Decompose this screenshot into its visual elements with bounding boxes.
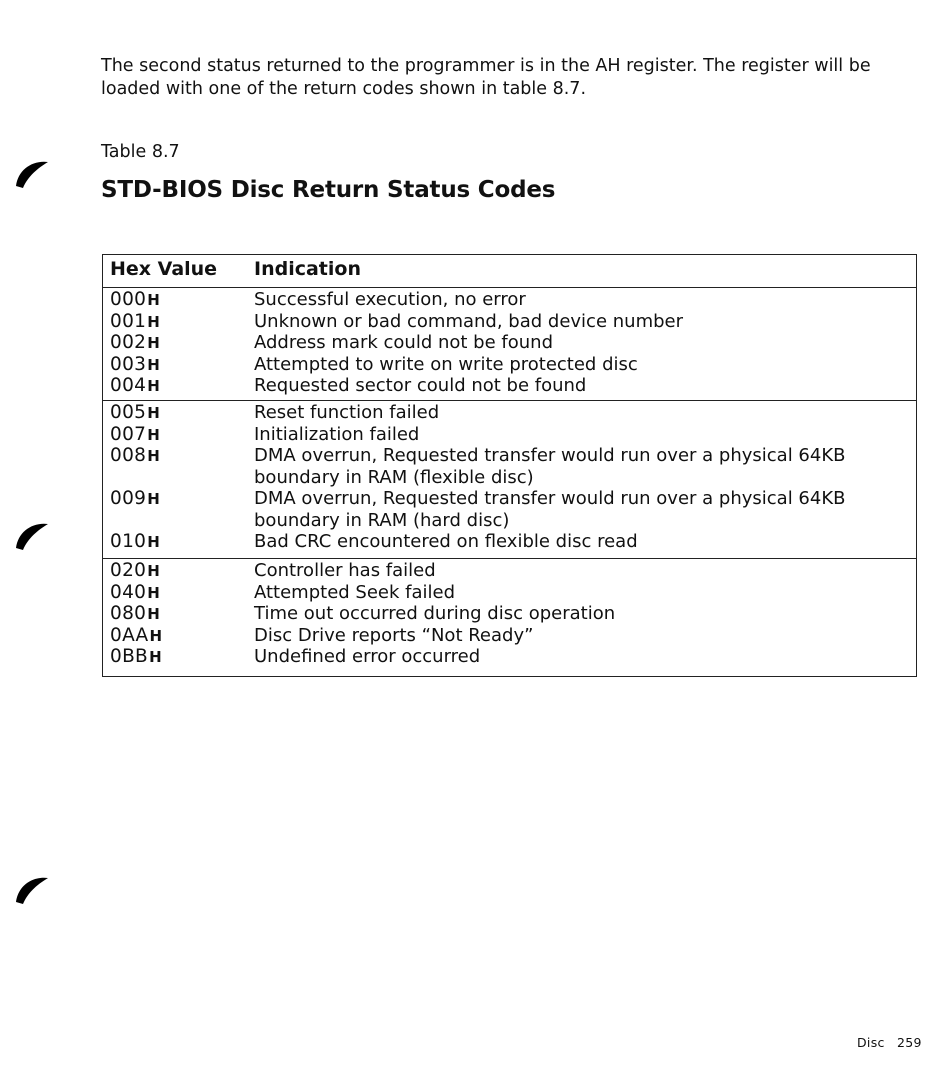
indication: boundary in RAM (flexible disc) [254, 466, 534, 488]
hex-value: 009H [110, 488, 161, 509]
header-indication: Indication [254, 258, 361, 280]
header-hex-value: Hex Value [110, 258, 218, 280]
table-title: STD-BIOS Disc Return Status Codes [101, 177, 556, 203]
indication: Undefined error occurred [254, 646, 481, 667]
page-number: 259 [896, 1035, 922, 1050]
hex-value: 005H [110, 402, 161, 423]
hex-value: 000H [110, 289, 161, 310]
hex-value: 003H [110, 353, 161, 375]
indication: Attempted to write on write protected disc [254, 353, 638, 375]
hex-value: 010H [110, 531, 161, 552]
hex-value: 020H [110, 560, 161, 581]
indication: DMA overrun, Requested transfer would run over a physical 64KB [254, 445, 846, 466]
table-group [103, 400, 916, 559]
indication: Reset function failed [254, 402, 440, 423]
intro-paragraph: The second status returned to the programmer is in the AH register. The register will be loaded with one of the return codes shown in table 8.7. [101, 56, 871, 99]
hex-value: 0BBH [110, 646, 162, 667]
footer-section: Disc [857, 1035, 885, 1050]
indication: DMA overrun, Requested transfer would run over a physical 64KB [254, 488, 846, 509]
indication: Attempted Seek failed [254, 581, 456, 603]
hex-value: 080H [110, 603, 161, 624]
indication: Requested sector could not be found [254, 375, 587, 396]
table-header [103, 255, 916, 288]
table-caption: Table 8.7 [101, 142, 180, 162]
page-footer [857, 1035, 922, 1050]
indication: Time out occurred during disc operation [254, 603, 616, 624]
indication: Unknown or bad command, bad device number [254, 310, 684, 332]
indication: Initialization failed [254, 423, 420, 445]
indication: Controller has failed [254, 560, 436, 581]
hex-value: 007H [110, 423, 161, 445]
binding-mark-icon [14, 872, 50, 908]
hex-value: 001H [110, 310, 161, 332]
table-group [103, 558, 916, 676]
binding-mark-icon [14, 156, 50, 192]
hex-value: 040H [110, 581, 161, 603]
indication: Address mark could not be found [254, 332, 553, 353]
indication: Bad CRC encountered on flexible disc read [254, 531, 638, 552]
indication: boundary in RAM (hard disc) [254, 509, 510, 531]
hex-value: 004H [110, 375, 161, 396]
hex-value: 008H [110, 445, 161, 466]
binding-mark-icon [14, 518, 50, 554]
indication: Successful execution, no error [254, 289, 526, 310]
indication: Disc Drive reports “Not Ready” [254, 624, 534, 646]
table-group [103, 288, 916, 400]
hex-value: 002H [110, 332, 161, 353]
return-codes-table [102, 254, 917, 677]
hex-value: 0AAH [110, 624, 163, 646]
